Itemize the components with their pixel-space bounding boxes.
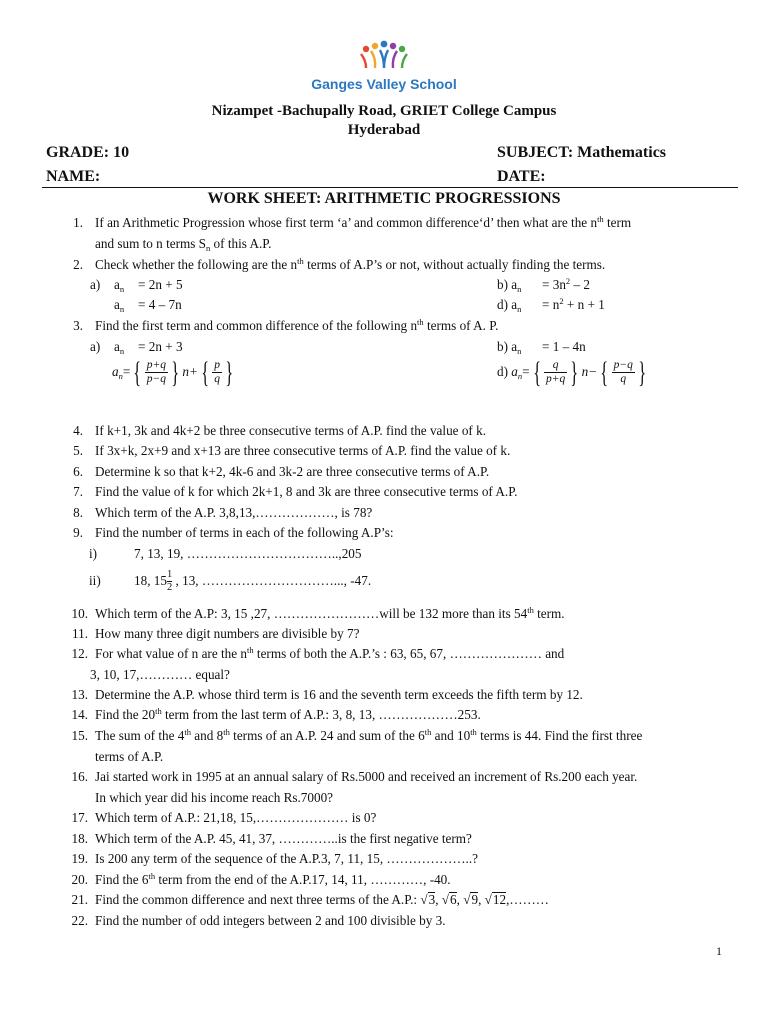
question-text-cont: and sum to n terms $S_n$ of this A.P. xyxy=(95,236,272,253)
date-label: DATE: xyxy=(497,168,546,185)
school-address: Nizampet -Bachupally Road, GRIET College Campus xyxy=(211,103,557,119)
page-number: 1 xyxy=(716,944,722,958)
grade-label: GRADE: 10 xyxy=(46,144,130,161)
header-divider xyxy=(42,187,738,188)
name-label: NAME: xyxy=(46,168,101,185)
worksheet-title: WORK SHEET: ARITHMETIC PROGRESSIONS xyxy=(207,190,561,207)
question-text: Check whether the following are the $n^{th}$ terms of A.P’s or not, without actually finding the terms. xyxy=(95,256,606,272)
question-3-part-d: d) $a_n=$ { $\frac{q}{p+q}$ } n− { $\frac{p-q}{q}$ } xyxy=(497,355,646,389)
school-name: Ganges Valley School xyxy=(311,76,457,92)
question-number: 2. xyxy=(73,257,83,272)
people-figures-logo-icon xyxy=(358,40,410,70)
question-text: Find the first term and common difference of the following $n^{th}$ terms of A. P. xyxy=(95,317,499,333)
subject-label: SUBJECT: Mathematics xyxy=(497,144,667,161)
question-3-part-c: $a_n=$ { $\frac{p+q}{p-q}$ } n+ { $\frac{p}{q}$ } xyxy=(112,355,234,389)
school-logo xyxy=(0,40,768,70)
question-number: 1. xyxy=(73,215,83,230)
question-text: If an Arithmetic Progression whose first term ‘a’ and common difference‘d’ then what are the $n^{th}$ term xyxy=(95,214,632,230)
school-city: Hyderabad xyxy=(347,122,421,138)
question-number: 3. xyxy=(73,318,83,333)
